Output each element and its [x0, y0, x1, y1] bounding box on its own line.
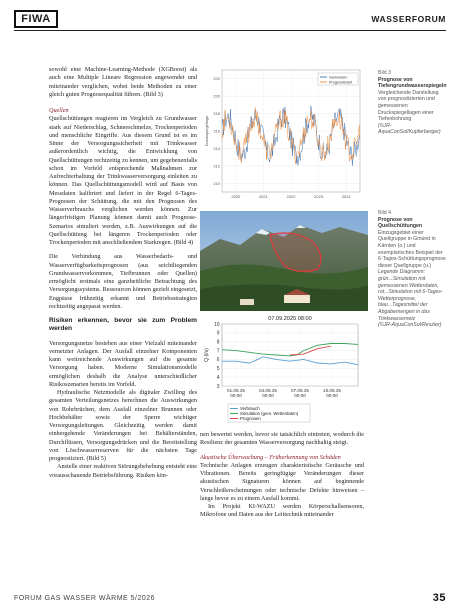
paragraph: nen bewertet werden, bevor sie tatsächlich eintreten, wodurch die Resilienz der gesamten Wasserversorgung nachhaltig steigt.: [200, 431, 364, 447]
y-tick-label: 5: [216, 366, 220, 373]
paragraph: Technische Anlagen erzeugen charakteristische Geräusche und Vibrationen. Bereits geringfügige Veränderungen dieser akustischen Signaturen können auf beginnende Verschleißerscheinungen oder technische Defekte hinweisen – lange bevor es zu einem Ausfall kommt.: [200, 461, 364, 502]
y-tick-label: 214: [213, 145, 220, 151]
y-tick-label: 3: [216, 383, 220, 390]
y-tick-label: 6: [216, 357, 220, 364]
bild3-figure: [200, 64, 368, 210]
chart-title: 07.09.2025 08:00: [268, 316, 312, 322]
caption-text: Vergleichende Darstellung von prognostizierten und gemessenen Druckspiegellagen einer Tiefenbohrung: [378, 89, 439, 123]
x-tick-label: 2021: [258, 194, 268, 199]
y-axis-label: Druckspiegellage: [204, 115, 209, 147]
legend-label: Verbrauch: [240, 406, 260, 411]
section-title: WASSERFORUM: [371, 14, 446, 24]
legend-label: Gemessen: [329, 75, 348, 80]
bild4-chart-figure: [200, 312, 368, 426]
y-tick-label: 216: [213, 128, 220, 134]
y-tick-label: 212: [213, 163, 220, 169]
caption-title: Prognose von Quellschüttungen: [378, 216, 423, 230]
spring-discharge-chart: [200, 312, 368, 426]
left-column: [49, 66, 197, 480]
fiwa-logo: FIWA: [14, 10, 58, 28]
y-tick-label: 4: [216, 374, 220, 381]
caption-number: Bild 3: [378, 70, 391, 76]
legend: [228, 404, 310, 422]
legend-label: Prognostiziert: [329, 80, 353, 85]
legend-label: Prognosen: [240, 416, 261, 421]
paragraph: Hydraulische Netzmodelle als digitaler Zwilling des gesamten Verteilungsnetzes berechnen die Auswirkungen von Rohrbrüchen, dem Ausfall einzelner Brunnen oder Hochbehälter sowie der Sperre wichtiger Versorgungsleitungen. Gleichzeitig werden damit einhergehende Veränderungen bei Behälterständen, Durchflüssen, Versorgungsdrücken und die Bereitstellung von Löschwasserreserven für die nächsten Tage prognostiziert. (Bild 5): [49, 389, 197, 462]
caption-legend: Legende Diagramm: grün...Simulation mit gemessenen Wetterdaten, rot...Simulation mit 6-Tages-Wetterprognose, blau...Tagesmittel der Abgabemengen in das Trinkwassernetz: [378, 269, 443, 322]
y-tick-label: 218: [213, 111, 220, 117]
x-tick-line: 07.05.25: [291, 388, 309, 393]
catchment-photo: [200, 211, 368, 311]
y-tick-label: 220: [213, 93, 220, 99]
x-tick-label: [259, 388, 277, 398]
caption-bild4: [378, 210, 446, 329]
x-tick-label: 2023: [314, 194, 324, 199]
page-number: 35: [432, 592, 446, 604]
y-tick-label: 222: [213, 76, 220, 82]
x-tick-label: 2020: [231, 194, 241, 199]
legend: [318, 73, 358, 85]
bild4-photo: [200, 211, 368, 311]
x-tick-label: 2022: [286, 194, 296, 199]
paragraph: sowohl eine Machine-Learning-Methode (XGBoost) als auch eine Multiple Lineare Regression angewendet und miteinander verglichen, wobei beide Methoden zu einer gleich guten Prognosequalität führen. (Bild 3): [49, 66, 197, 98]
y-tick-label: 210: [213, 180, 220, 186]
x-tick-line: 04.05.25: [259, 388, 277, 393]
x-tick-label: [291, 388, 309, 398]
groundwater-chart: [200, 64, 368, 210]
paragraph: Anstelle einer reaktiven Störungsbehebung entsteht eine vorausschauende Betriebsführung. Risiken kön-: [49, 463, 197, 479]
caption-text: Einzugsgebiet einer Quellgruppe in Gmünd in Kärnten (o.) und exemplarisches Beispiel der 6-Tages-Schüttungsprognose dieser Quellgruppe (u.): [378, 229, 446, 269]
y-axis-label: Q (l/s): [204, 348, 210, 362]
paragraph: Die Verbindung aus Wasserbedarfs- und Wasserverfügbarkeitsprognosen (aus seichtliegenden Grundwasservorkommen, Tiefbrunnen oder Quellen) ermöglicht erstmals eine ganzheitliche Betrachtung des Versorgungssystems. Ressourcen können gezielt eingesetzt, Engpässe frühzeitig erkannt und Betriebsstrategien rechtzeitig angepasst werden.: [49, 253, 197, 310]
paragraph: Quellschüttungen reagieren im Vergleich zu Grundwasser stark auf Niederschlag, Schneeschmelze, Trockenperioden und menschliche Eingriffe. Aus diesem Grund ist es im Sinne der Versorgungssicherheit mit Trinkwasser außerordentlich wichtig, die Entwicklung von Quellschüttungen rechtzeitig zu kennen, um gegebenenfalls schon im Vorfeld entsprechende Maßnahmen zur Aufrechterhaltung der Trinkwasserversorgung einleiten zu können. Das Quellschüttungsmodell wird auf Basis von Messdaten kalibriert und liefert in der Regel 6-Tages-Prognosen der Schüttung, die mit den Prognosen des Wasserverbrauchs verglichen werden können. Zur längerfristigen Planung können damit auch Prognose-Szenarios simuliert werden, z.B. Auswirkungen auf die Quellschüttung bei längeren Trockenperioden oder Trockenperioden mit anschließendem Starkregen. (Bild 4): [49, 115, 197, 246]
x-tick-line: 00:00: [294, 393, 306, 398]
x-tick-line: 01.05.25: [227, 388, 245, 393]
y-tick-label: 7: [216, 348, 220, 355]
y-tick-label: 9: [216, 330, 220, 337]
footer-publication: FORUM GAS WASSER WÄRME 5/2026: [14, 595, 156, 602]
paragraph: Versorgungsnetze bestehen aus einer Vielzahl miteinander vernetzter Anlagen. Der Ausfall einzelner Komponenten kann weitreichende Auswirkungen auf die gesamte Versorgung haben. Moderne Simulationsmodelle ermöglichen deshalb die Analyse unterschiedlicher Risikoszenarien bereits im Vorfeld.: [49, 339, 197, 388]
x-tick-label: 2024: [341, 194, 351, 199]
caption-bild3: [378, 70, 446, 136]
x-tick-label: [227, 388, 245, 398]
x-tick-label: [323, 388, 341, 398]
caption-source: (©JR-AquaConSol/Kupferberger): [378, 122, 441, 136]
y-tick-label: 8: [216, 339, 220, 346]
paragraph: Im Projekt KI-WAZU werden Körperschallsensoren, Mikrofone und Daten aus der Leittechnik miteinander: [200, 503, 364, 519]
footer: [14, 592, 446, 607]
heading-risiken: Risiken erkennen, bevor sie zum Problem werden: [49, 317, 197, 333]
x-tick-line: 00:00: [230, 393, 242, 398]
legend-label: Simulation (gem. Wetterdaten): [240, 411, 299, 416]
y-tick-label: 10: [213, 321, 220, 328]
caption-number: Bild 4: [378, 210, 391, 216]
x-tick-line: 00:00: [326, 393, 338, 398]
subheading-quellen: Quellen: [49, 107, 69, 114]
x-tick-line: 00:00: [262, 393, 274, 398]
subheading-akustisch: Akustische Überwachung – Früherkennung von Schäden: [200, 453, 341, 461]
caption-title: Prognose von Tiefengrundwasserspiegeln: [378, 76, 447, 90]
right-column: [200, 431, 364, 520]
x-tick-line: 10.05.25: [323, 388, 341, 393]
caption-source: (©JR-AquaConSol/Reszler): [378, 322, 442, 329]
header-divider: [14, 30, 446, 31]
